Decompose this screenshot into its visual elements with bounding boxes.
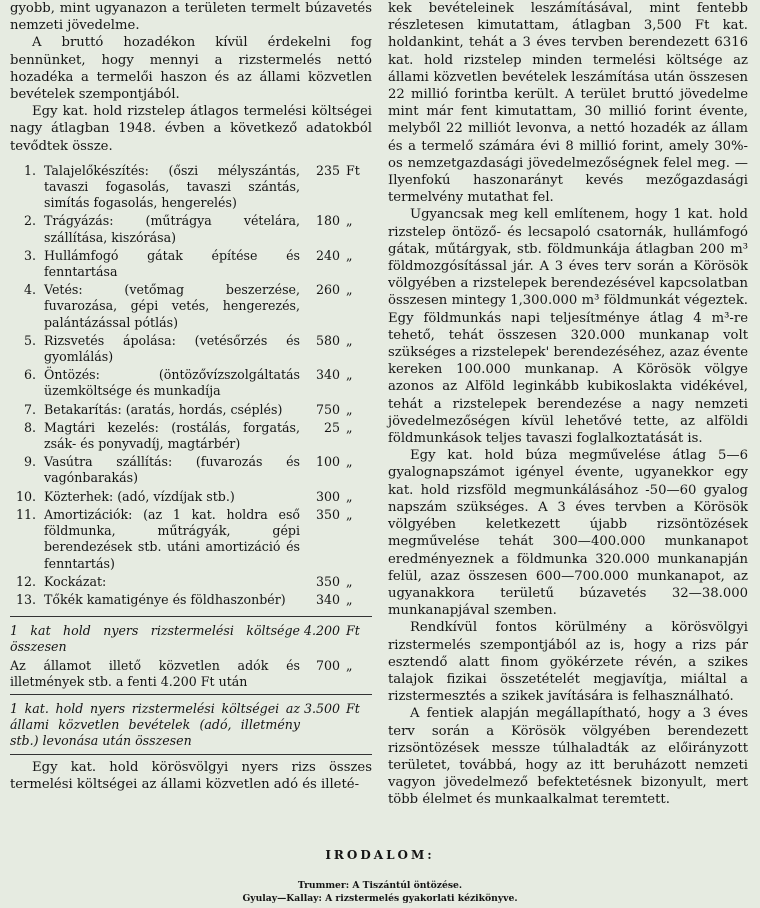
cost-item-value: 750 bbox=[315, 401, 340, 417]
cost-item bbox=[10, 213, 372, 245]
cost-item-unit: „ bbox=[346, 282, 353, 298]
cost-item-number: 10. bbox=[15, 488, 36, 504]
cost-item bbox=[10, 367, 372, 399]
cost-item-text: Talajelőkészítés: (őszi mélyszántás, tavaszi fogasolás, tavaszi szántás, simítás fogasolás, hengerelés) bbox=[44, 162, 300, 211]
cost-item-value: 350 bbox=[315, 573, 340, 589]
cost-item-unit: „ bbox=[346, 401, 353, 417]
cost-item-text: Betakarítás: (aratás, hordás, cséplés) bbox=[44, 401, 283, 417]
cost-item-text: Tőkék kamatigénye és földhaszonbér) bbox=[44, 591, 286, 607]
cost-item-value: 350 bbox=[315, 506, 340, 522]
total-label: 1 kat hold nyers rizstermelési költsége összesen bbox=[10, 623, 300, 655]
cost-item bbox=[10, 282, 372, 331]
cost-item-value: 260 bbox=[315, 282, 340, 298]
literature-list bbox=[0, 880, 760, 905]
cost-item-value: 240 bbox=[315, 247, 340, 263]
cost-item-text: Vasútra szállítás: (fuvarozás és vagónbarakás) bbox=[44, 454, 300, 486]
cost-item-value: 25 bbox=[323, 419, 340, 435]
net-total-value: 3.500 bbox=[303, 700, 340, 716]
cost-item bbox=[10, 507, 372, 572]
total-unit: Ft bbox=[346, 623, 360, 639]
right-column bbox=[388, 0, 748, 809]
cost-item bbox=[10, 163, 372, 212]
cost-item-unit: „ bbox=[346, 573, 353, 589]
total-row bbox=[10, 623, 372, 655]
cost-item-value: 100 bbox=[315, 454, 340, 470]
net-total-row bbox=[10, 701, 372, 750]
cost-item-value: 300 bbox=[315, 488, 340, 504]
cost-item-value: 180 bbox=[315, 213, 340, 229]
cost-item-text: Öntözés: (öntözővízszolgáltatás üzemköltsége és munkadíja bbox=[44, 367, 300, 399]
cost-item-unit: „ bbox=[346, 488, 353, 504]
deduction-value: 700 bbox=[315, 657, 340, 673]
deduction-row bbox=[10, 658, 372, 690]
net-total-unit: Ft bbox=[346, 700, 360, 716]
reference-item: Trummer: A Tiszántúl öntözése. bbox=[297, 880, 463, 891]
cost-item-text: Trágyázás: (műtrágya vételára, szállítása, kiszórása) bbox=[44, 213, 300, 245]
intro-paragraph: Egy kat. hold rizstelep átlagos termelési költségei nagy átlagban 1948. évben a következő adatokból tevődtek össze. bbox=[10, 104, 372, 154]
cost-item-unit: „ bbox=[346, 332, 353, 348]
body-paragraph: kek bevételeinek leszámításával, mint fentebb részletesen kimutattam, átlagban 3,500 Ft kat. holdankint, tehát a 3 éves tervben berendezett 6316 kat. hold rizstelep minden termelési költsége az állami közvetlen bevételek leszámítása után összesen 22 millió forintba került. A terület bruttó jövedelme mint már fent kimutattam, 30 millió forint évente, melyből 22 milliót levonva, a nettó hozadék az állam és a termelő számára évi 8 millió forint, amely 30%-os nemzetgazdasági jövedelmezőségnek felel meg. — Ilyenfokú haszonarányt kevés mezőgazdasági termelvény mutathat fel. bbox=[388, 1, 748, 206]
divider bbox=[10, 694, 372, 695]
cost-item bbox=[10, 574, 372, 590]
cost-item bbox=[10, 333, 372, 365]
cost-item-number: 8. bbox=[23, 419, 36, 435]
cost-item-number: 3. bbox=[23, 247, 36, 263]
literature-heading: IRODALOM: bbox=[325, 848, 435, 862]
cost-item-text: Vetés: (vetőmag beszerzése, fuvarozása, gépi vetés, hengerezés, palántázással pótlás) bbox=[44, 282, 300, 330]
reference-item: Gyulay—Kallay: A rizstermelés gyakorlati kézikönyve. bbox=[242, 892, 518, 904]
body-paragraph: Rendkívül fontos körülmény a körösvölgyi rizstermelés szempontjából az is, hogy a rizs pár esztendő alatt finom gyökérzete révén, a szikes talajok fizikai összetételét megjavítja, miáltal a rizstermesztés a szikek javítására is felhasználható. bbox=[388, 620, 748, 705]
deduction-label: Az államot illető közvetlen adók és illetmények stb. a fenti 4.200 Ft után bbox=[10, 657, 300, 689]
cost-item-text: Rizsvetés ápolása: (vetésőrzés és gyomlálás) bbox=[44, 332, 300, 365]
cost-item-number: 9. bbox=[23, 454, 36, 470]
cost-item-number: 5. bbox=[23, 332, 36, 348]
net-total-label: 1 kat. hold nyers rizstermelési költségei az állami közvetlen bevételek (adó, illetmény stb.) levonása után összesen bbox=[10, 700, 300, 749]
cost-item-value: 235 bbox=[315, 162, 340, 178]
cost-item-value: 340 bbox=[315, 367, 340, 383]
cost-item bbox=[10, 420, 372, 452]
cost-item-text: Kockázat: bbox=[44, 573, 107, 589]
cost-item-text: Hullámfogó gátak építése és fenntartása bbox=[44, 247, 300, 280]
cost-item-number: 11. bbox=[15, 506, 36, 522]
cost-item-unit: „ bbox=[346, 247, 353, 263]
body-paragraph: A fentiek alapján megállapítható, hogy a 3 éves terv során a Körösök völgyében berendezett rizsöntözések messze túlhaladták az előirányzott területet, továbbá, hogy az itt beruházott nemzeti vagyon jövedelmező befektetésnek bizonyult, mert több élelmet és munkaalkalmat teremtett. bbox=[388, 706, 748, 808]
cost-item-text: Közterhek: (adó, vízdíjak stb.) bbox=[44, 488, 235, 504]
divider bbox=[10, 616, 372, 617]
cost-item bbox=[10, 489, 372, 505]
cost-item-text: Magtári kezelés: (rostálás, forgatás, zsák- és ponyvadíj, magtárbér) bbox=[44, 419, 300, 452]
total-value: 4.200 bbox=[303, 623, 340, 639]
closing-paragraph: Egy kat. hold körösvölgyi nyers rizs összes termelési költségei az állami közvetlen adó és illeté- bbox=[10, 759, 372, 792]
cost-item-number: 6. bbox=[23, 367, 36, 383]
body-paragraph: Ugyancsak meg kell említenem, hogy 1 kat. hold rizstelep öntöző- és lecsapoló csatornák, hullámfogó gátak, műtárgyak, stb. földmunkája átlagban 200 m³ földmozgósítással jár. A 3 éves terv során a Körösök völgyében a rizstelepek berendezésével kapcsolatban összesen mintegy 1,300.000 m³ földmunkát végeztek. Egy földmunkás napi teljesítménye átlag 4 m³-re tehető, tehát összesen 320.000 munkanap volt szükséges a rizstelepek' berendezéséhez, azaz évente kereken 100.000 munkanap. A Körösök völgye azonos az Alföld leginkább kubikoslakta vidékével, tehát a rizstelepek berendezése a nagy nemzeti jövedelmezőségen kívül lehetővé tette, az alföldi földmunkások teljes tavaszi foglalkoztatását is. bbox=[388, 207, 748, 447]
cost-item-unit: „ bbox=[346, 213, 353, 229]
cost-item-unit: „ bbox=[346, 367, 353, 383]
cost-item-number: 1. bbox=[23, 162, 36, 178]
cost-item-unit: Ft bbox=[346, 162, 360, 178]
cost-item-unit: „ bbox=[346, 419, 353, 435]
cost-list bbox=[10, 163, 372, 608]
cost-item bbox=[10, 592, 372, 608]
divider bbox=[10, 754, 372, 755]
cost-item-text: Amortizációk: (az 1 kat. holdra eső földmunka, műtrágyák, gépi berendezések stb. utáni amortizáció és fenntartás) bbox=[44, 506, 300, 571]
cost-item bbox=[10, 248, 372, 280]
cost-item bbox=[10, 402, 372, 418]
left-column bbox=[10, 0, 372, 793]
cost-totals bbox=[10, 616, 372, 754]
cost-item-unit: „ bbox=[346, 506, 353, 522]
cost-item-number: 2. bbox=[23, 213, 36, 229]
intro-paragraph: A bruttó hozadékon kívül érdekelni fog bennünket, hogy mennyi a rizstermelés nettó hozadéka a termelői haszon és az állami közvetlen bevételek szempontjából. bbox=[10, 35, 372, 103]
deduction-unit: „ bbox=[346, 657, 353, 673]
body-paragraph: Egy kat. hold búza megművelése átlag 5—6 gyalognapszámot igényel évente, ugyanekkor egy kat. hold rizsföld megmunkálásához -50—60 gyalog napszám szükséges. A 3 éves tervben a Körösök völgyében keletkezett újabb rizsöntözések megművelése tehát 300—400.000 munkanapot eredményeznek a földmunka 320.000 munkanapján felül, azaz összesen 600—700.000 munkanapot, az ugyanakkora területű búzavetés 32—38.000 munkanapjával szemben. bbox=[388, 448, 748, 619]
cost-item-number: 13. bbox=[15, 591, 36, 607]
cost-item-value: 580 bbox=[315, 332, 340, 348]
cost-item-number: 12. bbox=[15, 573, 36, 589]
cost-item-number: 4. bbox=[23, 282, 36, 298]
cost-item-unit: „ bbox=[346, 591, 353, 607]
cost-item-number: 7. bbox=[23, 401, 36, 417]
cost-item bbox=[10, 454, 372, 486]
cost-item-value: 340 bbox=[315, 591, 340, 607]
cost-item-unit: „ bbox=[346, 454, 353, 470]
intro-paragraph: gyobb, mint ugyanazon a területen termelt búzavetés nemzeti jövedelme. bbox=[10, 1, 372, 34]
